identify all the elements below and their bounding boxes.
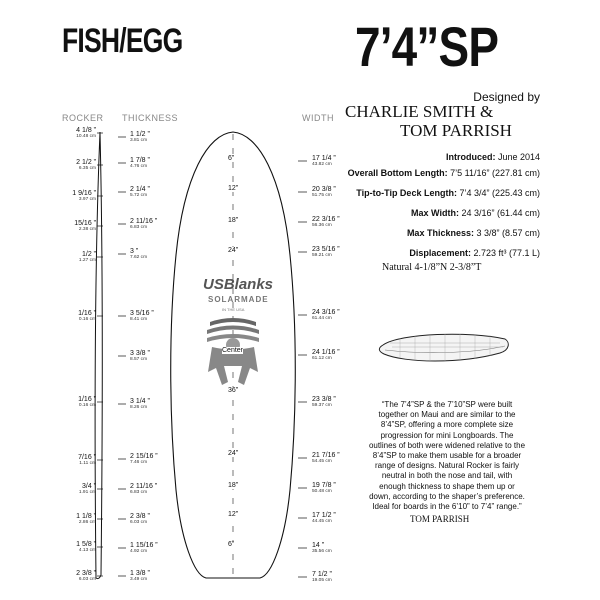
thickness-label xyxy=(130,157,150,169)
width-column-header: WIDTH xyxy=(302,113,334,123)
rocker-label-metric: 1.27 cm xyxy=(78,258,96,263)
width-label-value: 17 1/4 ” xyxy=(312,155,336,162)
thickness-label xyxy=(130,542,158,554)
board-side-view xyxy=(379,334,508,361)
width-label xyxy=(312,571,332,583)
spec-label: Overall Bottom Length: xyxy=(347,168,451,178)
width-label-metric: 61.12 cm xyxy=(312,356,332,361)
thickness-label-metric: 6.83 cm xyxy=(130,490,148,495)
rocker-label-value: 3/4 ” xyxy=(81,483,96,490)
thickness-label-metric: 7.46 cm xyxy=(130,460,148,465)
width-label-metric: 51.75 cm xyxy=(312,193,332,198)
spec-label: Max Thickness: xyxy=(406,228,477,238)
width-label-metric: 19.05 cm xyxy=(312,578,332,583)
thickness-label-value: 2 11/16 ” xyxy=(130,218,158,225)
board-station-label: 24” xyxy=(228,247,239,254)
thickness-label-metric: 3.81 cm xyxy=(130,138,148,143)
board-station-label: 6” xyxy=(228,155,235,162)
rocker-label xyxy=(76,513,96,525)
rocker-label xyxy=(79,251,96,263)
spec-label: Displacement: xyxy=(409,248,474,258)
thickness-label-value: 3 5/16 ” xyxy=(130,310,154,317)
thickness-label-metric: 6.03 cm xyxy=(130,520,148,525)
board-station-label: 12” xyxy=(228,511,239,518)
spec-value: 7’4 3/4” (225.43 cm) xyxy=(459,188,540,198)
width-label xyxy=(312,186,336,198)
thickness-label xyxy=(130,310,154,322)
rocker-label xyxy=(76,159,96,171)
board-station-label: 24” xyxy=(228,450,239,457)
board-station-label: Center xyxy=(222,347,244,354)
spec-value: 7’5 11/16” (227.81 cm) xyxy=(450,168,540,178)
rocker-label-metric: 0.16 cm xyxy=(78,317,96,322)
thickness-label-value: 2 11/16 ” xyxy=(130,483,158,490)
thickness-label-metric: 6.83 cm xyxy=(130,225,148,230)
width-label xyxy=(312,349,340,361)
designed-by-label: Designed by xyxy=(473,90,540,104)
thickness-label-value: 3 3/8 ” xyxy=(130,350,150,357)
thickness-label-value: 2 15/16 ” xyxy=(130,453,158,460)
rocker-label xyxy=(76,127,96,139)
rocker-label-metric: 2.86 cm xyxy=(78,520,96,525)
rocker-label xyxy=(78,310,96,322)
thickness-label-value: 1 7/8 ” xyxy=(130,157,150,164)
thickness-column-header: THICKNESS xyxy=(122,113,179,123)
designer-line-2: TOM PARRISH xyxy=(400,121,512,140)
width-label-value: 17 1/2 ” xyxy=(312,512,336,519)
spec-value: 2.723 ft³ (77.1 L) xyxy=(473,248,540,258)
width-label xyxy=(312,542,332,554)
thickness-label-metric: 4.92 cm xyxy=(130,549,148,554)
board-station-label: 12” xyxy=(228,185,239,192)
board-station-label: 18” xyxy=(228,217,239,224)
rocker-label-value: 7/16 ” xyxy=(78,454,96,461)
width-label-value: 14 ” xyxy=(312,542,325,549)
thickness-label xyxy=(130,350,150,362)
thickness-label-metric: 7.62 cm xyxy=(130,255,148,260)
width-label-metric: 54.45 cm xyxy=(312,459,332,464)
model-title: 7’4”SP xyxy=(355,15,499,78)
width-label-metric: 56.36 cm xyxy=(312,223,332,228)
width-label-value: 19 7/8 ” xyxy=(312,482,336,489)
width-label-value: 20 3/8 ” xyxy=(312,186,336,193)
spec-value: 24 3/16” (61.44 cm) xyxy=(461,208,540,218)
logo-tagline: SOLARMADE xyxy=(208,295,269,304)
width-label-metric: 43.82 cm xyxy=(312,162,332,167)
model-family-title: FISH/EGG xyxy=(62,22,183,60)
rocker-label-metric: 10.48 cm xyxy=(76,134,96,139)
rocker-label-metric: 2.38 cm xyxy=(78,227,96,232)
thickness-label xyxy=(130,453,158,465)
rocker-label-value: 2 1/2 ” xyxy=(76,159,96,166)
rocker-label xyxy=(78,396,96,408)
thickness-label xyxy=(130,218,157,230)
width-label xyxy=(312,216,340,228)
rocker-label-metric: 3.97 cm xyxy=(78,197,96,202)
rocker-label-value: 1 5/8 ” xyxy=(76,541,96,548)
spec-label: Introduced: xyxy=(445,152,498,162)
rocker-label-value: 4 1/8 ” xyxy=(76,127,96,134)
natural-rocker-spec: Natural 4-1/8”N 2-3/8”T xyxy=(382,262,482,273)
rocker-label xyxy=(76,570,96,582)
thickness-label xyxy=(130,131,150,143)
rocker-label xyxy=(78,454,96,466)
logo-brand: USBlanks xyxy=(203,276,274,293)
rocker-column-header: ROCKER xyxy=(62,113,104,123)
rocker-label-value: 1/16 ” xyxy=(78,310,96,317)
rocker-label-value: 2 3/8 ” xyxy=(76,570,96,577)
thickness-label-value: 2 1/4 ” xyxy=(130,186,150,193)
thickness-label-value: 2 3/8 ” xyxy=(130,513,150,520)
width-label-value: 21 7/16 ” xyxy=(312,452,340,459)
width-label-value: 7 1/2 ” xyxy=(312,571,332,578)
rocker-label-metric: 0.16 cm xyxy=(78,403,96,408)
width-label xyxy=(312,482,336,494)
rocker-label-value: 1 1/8 ” xyxy=(76,513,96,520)
spec-value: 3 3/8” (8.57 cm) xyxy=(476,228,540,238)
thickness-label-metric: 4.76 cm xyxy=(130,164,148,169)
width-label xyxy=(312,309,340,321)
spec-label: Max Width: xyxy=(411,208,462,218)
thickness-label xyxy=(130,483,157,495)
rocker-label xyxy=(74,220,96,232)
width-label-value: 24 3/16 ” xyxy=(312,309,340,316)
thickness-label xyxy=(130,570,150,582)
rocker-label-metric: 1.91 cm xyxy=(78,490,96,495)
thickness-label-metric: 3.49 cm xyxy=(130,577,148,582)
thickness-label xyxy=(130,186,150,198)
thickness-label xyxy=(130,398,150,410)
designer-quote: “The 7’4”SP & the 7’10”SP were built together on Maui and are similar to the 8’4”SP, offering a more complete size progression for mini Longboards. The outlines of both were widened relative to the 8’4”SP to make them usable for a broader range of designs. Natural Rocker is fairly neutral in both the nose and tail, with enough thickness to shape them up or down, according to the shaper’s preference. Ideal for boards in the 6’10” to 7’4” range.” xyxy=(368,400,526,512)
rocker-label-value: 1 9/16 ” xyxy=(72,190,96,197)
rocker-label xyxy=(72,190,96,202)
rocker-label-metric: 4.13 cm xyxy=(78,548,96,553)
rocker-label-metric: 6.03 cm xyxy=(78,577,96,582)
thickness-label-value: 1 3/8 ” xyxy=(130,570,150,577)
board-station-label: 18” xyxy=(228,482,239,489)
designer-line-1: CHARLIE SMITH & xyxy=(345,102,494,121)
width-label-metric: 59.21 cm xyxy=(312,253,332,258)
width-label-metric: 50.48 cm xyxy=(312,489,332,494)
thickness-label-value: 1 1/2 ” xyxy=(130,131,150,138)
rocker-label-metric: 1.11 cm xyxy=(79,461,96,466)
thickness-label-metric: 8.26 cm xyxy=(130,405,148,410)
board-station-label: 6” xyxy=(228,541,235,548)
rocker-label-value: 15/16 ” xyxy=(74,220,96,227)
rocker-label-metric: 6.35 cm xyxy=(78,166,96,171)
rocker-label-value: 1/2 ” xyxy=(81,251,96,258)
width-label xyxy=(312,155,336,167)
width-label xyxy=(312,396,336,408)
width-label-value: 23 3/8 ” xyxy=(312,396,336,403)
width-label xyxy=(312,512,336,524)
rocker-label xyxy=(79,483,96,495)
width-label-value: 22 3/16 ” xyxy=(312,216,340,223)
thickness-label-metric: 8.41 cm xyxy=(130,317,148,322)
width-label xyxy=(312,452,340,464)
spec-label: Tip-to-Tip Deck Length: xyxy=(356,188,460,198)
spec-value: June 2014 xyxy=(497,152,540,162)
thickness-label-value: 3 1/4 ” xyxy=(130,398,150,405)
thickness-label xyxy=(130,248,147,260)
width-label xyxy=(312,246,340,258)
rocker-profile xyxy=(95,132,102,579)
width-label-value: 24 1/16 ” xyxy=(312,349,340,356)
width-label-metric: 59.37 cm xyxy=(312,403,332,408)
thickness-label-value: 3 ” xyxy=(130,248,139,255)
width-label-metric: 44.45 cm xyxy=(312,519,332,524)
rocker-label-value: 1/16 ” xyxy=(78,396,96,403)
width-label-metric: 35.56 cm xyxy=(312,549,332,554)
width-label-metric: 61.44 cm xyxy=(312,316,332,321)
rocker-label xyxy=(76,541,96,553)
thickness-label-value: 1 15/16 ” xyxy=(130,542,158,549)
thickness-label xyxy=(130,513,150,525)
thickness-label-metric: 8.57 cm xyxy=(130,357,148,362)
board-station-label: 36” xyxy=(228,387,239,394)
logo-small-text: IN THE USA xyxy=(222,307,245,312)
width-label-value: 23 5/16 ” xyxy=(312,246,340,253)
quote-author: TOM PARRISH xyxy=(410,514,470,524)
thickness-label-metric: 5.72 cm xyxy=(130,193,148,198)
